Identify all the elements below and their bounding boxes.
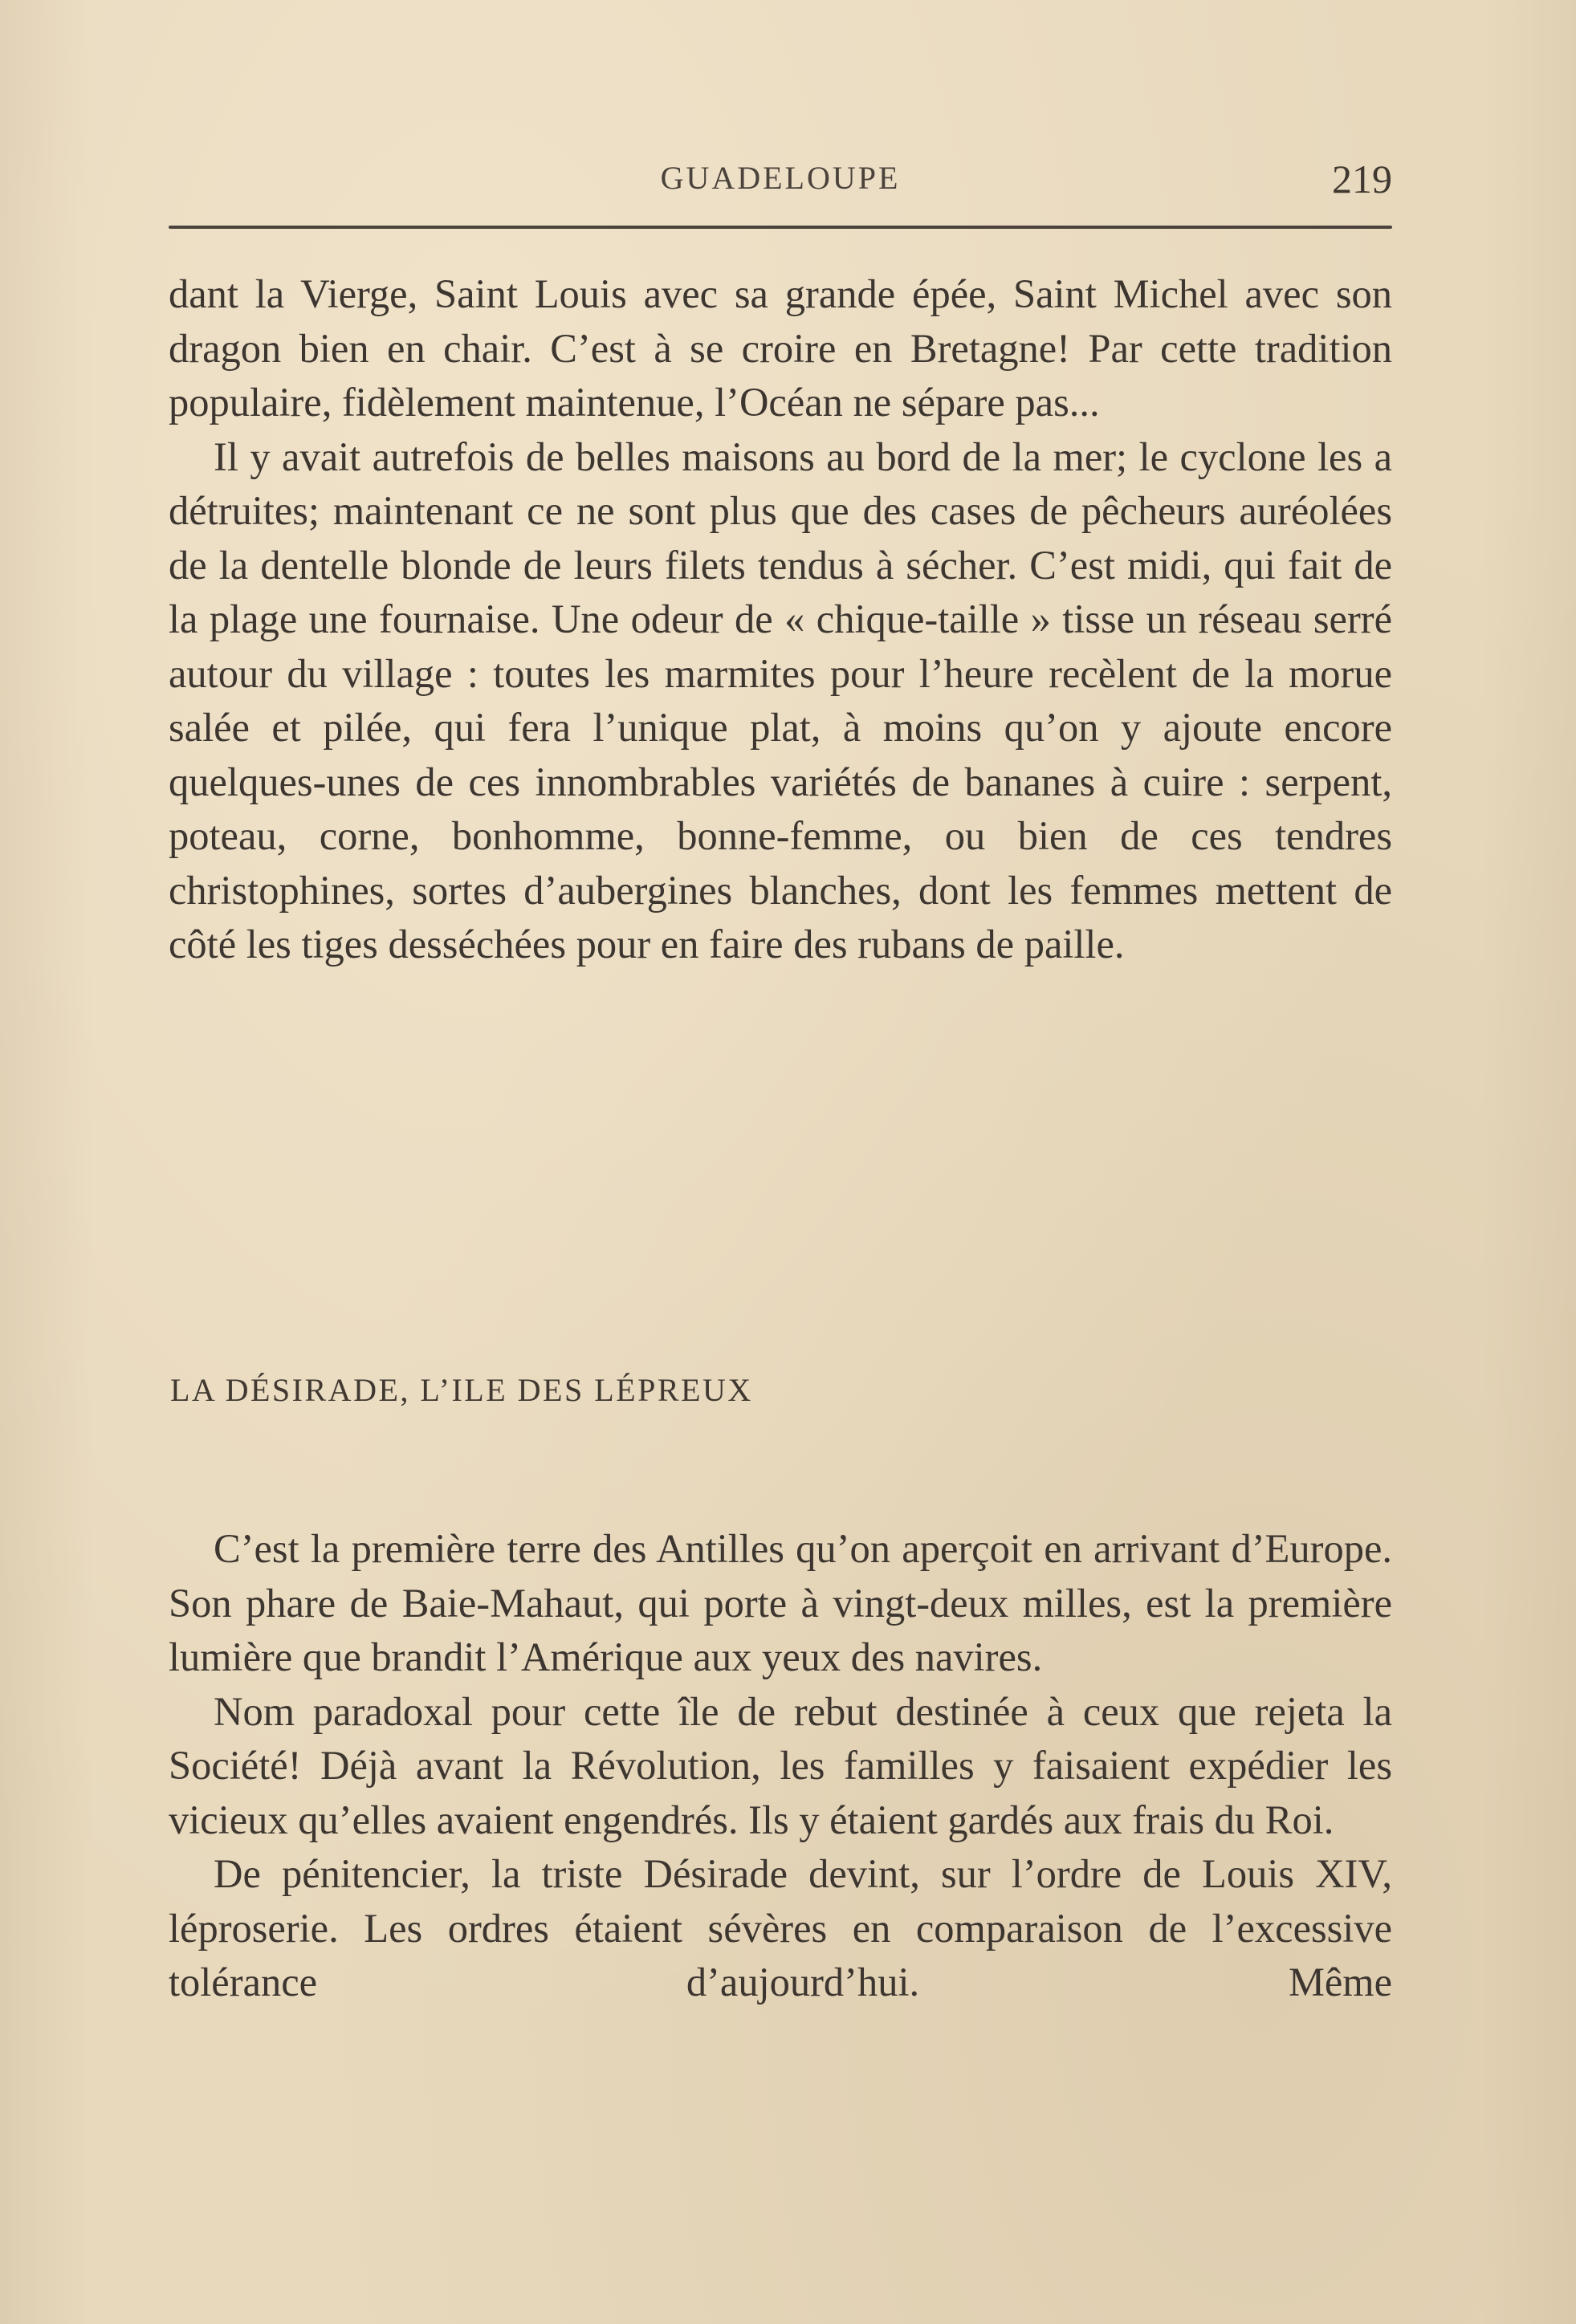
paragraph-continuation: dant la Vierge, Saint Louis avec sa grande épée, Saint Michel avec son dragon bien en chair. C’est à se croire en Bretagne! Par cette tradition populaire, fidèlement maintenue, l’Océan ne sépare pas... [169,271,1392,425]
body-text-section-one [169,267,1392,972]
paragraph-penitentiary: De pénitencier, la triste Désirade devint, sur l’ordre de Louis XIV, léproserie. Les ordres étaient sévères en comparaison de l’excessive tolérance d’aujourd’hui. Même [169,1851,1392,2005]
running-title: GUADELOUPE [660,160,901,196]
running-head [169,159,1392,207]
section-heading: LA DÉSIRADE, L’ILE DES LÉPREUX [170,1372,753,1408]
body-text-section-two [169,1522,1392,2010]
page-number: 219 [1332,157,1392,201]
header-rule [169,226,1392,229]
paragraph-paradoxical-name: Nom paradoxal pour cette île de rebut destinée à ceux que rejeta la Société! Déjà avant la Révolution, les familles y faisaient expédier les vicieux qu’elles avaient engendrés. Ils y étaient gardés aux frais du Roi. [169,1688,1392,1842]
paragraph-first-land: C’est la première terre des Antilles qu’on aperçoit en arrivant d’Europe. Son phare de Baie-Mahaut, qui porte à vingt-deux milles, est la première lumière que brandit l’Amérique aux yeux des navires. [169,1526,1392,1679]
paragraph-village-description: Il y avait autrefois de belles maisons au bord de la mer; le cyclone les a détruites; maintenant ce ne sont plus que des cases de pêcheurs auréolées de la dentelle blonde de leurs filets tendus à sécher. C’est midi, qui fait de la plage une fournaise. Une odeur de « chique-taille » tisse un réseau serré autour du village : toutes les marmites pour l’heure recèlent de la morue salée et pilée, qui fera l’unique plat, à moins qu’on y ajoute encore quelques-unes de ces innombrables variétés de bananes à cuire : serpent, poteau, corne, bonhomme, bonne-femme, ou bien de ces tendres christophines, sortes d’aubergines blanches, dont les femmes mettent de côté les tiges desséchées pour en faire des rubans de paille. [169,433,1392,967]
